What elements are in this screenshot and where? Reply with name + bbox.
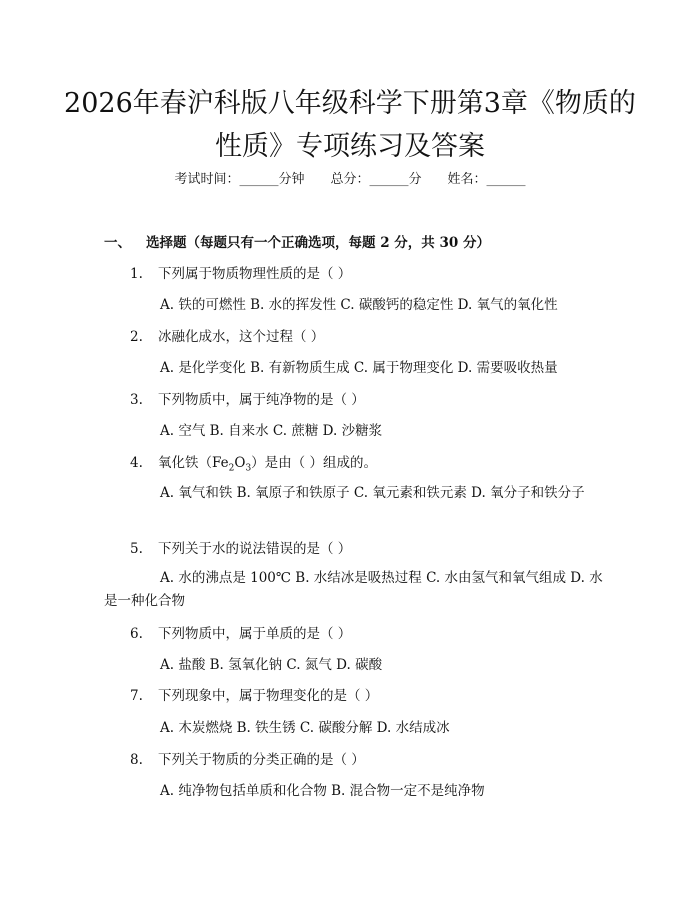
question-stem: 6. 下列物质中，属于单质的是（ ） bbox=[130, 626, 352, 642]
document-title: 2026年春沪科版八年级科学下册第3章《物质的性质》专项练习及答案 bbox=[64, 88, 636, 162]
question-options: A. 空气 B. 自来水 C. 蔗糖 D. 沙糖浆 bbox=[160, 423, 383, 439]
question-stem: 3. 下列物质中，属于纯净物的是（ ） bbox=[130, 392, 365, 408]
section-number: 一、 bbox=[104, 235, 131, 251]
question-options: A. 木炭燃烧 B. 铁生锈 C. 碳酸分解 D. 水结成冰 bbox=[160, 720, 450, 736]
question-stem: 1. 下列属于物质物理性质的是（ ） bbox=[130, 266, 352, 282]
question-stem: 7. 下列现象中，属于物理变化的是（ ） bbox=[130, 688, 379, 704]
section-heading bbox=[104, 231, 490, 251]
exam-time-label: 考试时间：______分钟 bbox=[174, 172, 305, 187]
section-title: 选择题（每题只有一个正确选项，每题 2 分，共 30 分） bbox=[146, 235, 490, 251]
question-options: A. 水的沸点是 100℃ B. 水结冰是吸热过程 C. 水由氢气和氧气组成 D. 水是一种化合物 bbox=[104, 570, 603, 609]
question-stem: 2. 冰融化成水，这个过程（ ） bbox=[130, 329, 325, 345]
question-stem: 4. 氧化铁$(Fe_2O_3)$是由（ ）组成的。 bbox=[130, 455, 377, 474]
question-options: A. 是化学变化 B. 有新物质生成 C. 属于物理变化 D. 需要吸收热量 bbox=[160, 360, 558, 376]
question-stem: 5. 下列关于水的说法错误的是（ ） bbox=[130, 541, 352, 557]
question-options: A. 铁的可燃性 B. 水的挥发性 C. 碳酸钙的稳定性 D. 氧气的氧化性 bbox=[160, 297, 558, 313]
question-options: A. 盐酸 B. 氢氧化钠 C. 氮气 D. 碳酸 bbox=[160, 657, 383, 673]
exam-info bbox=[0, 168, 700, 187]
question-options: A. 氧气和铁 B. 氧原子和铁原子 C. 氧元素和铁元素 D. 氧分子和铁分子 bbox=[160, 485, 585, 501]
question-options: A. 纯净物包括单质和化合物 B. 混合物一定不是纯净物 bbox=[160, 783, 485, 799]
total-score-label: 总分：______分 bbox=[330, 172, 422, 187]
question-stem: 8. 下列关于物质的分类正确的是（ ） bbox=[130, 752, 365, 768]
name-label: 姓名：______ bbox=[447, 172, 526, 187]
